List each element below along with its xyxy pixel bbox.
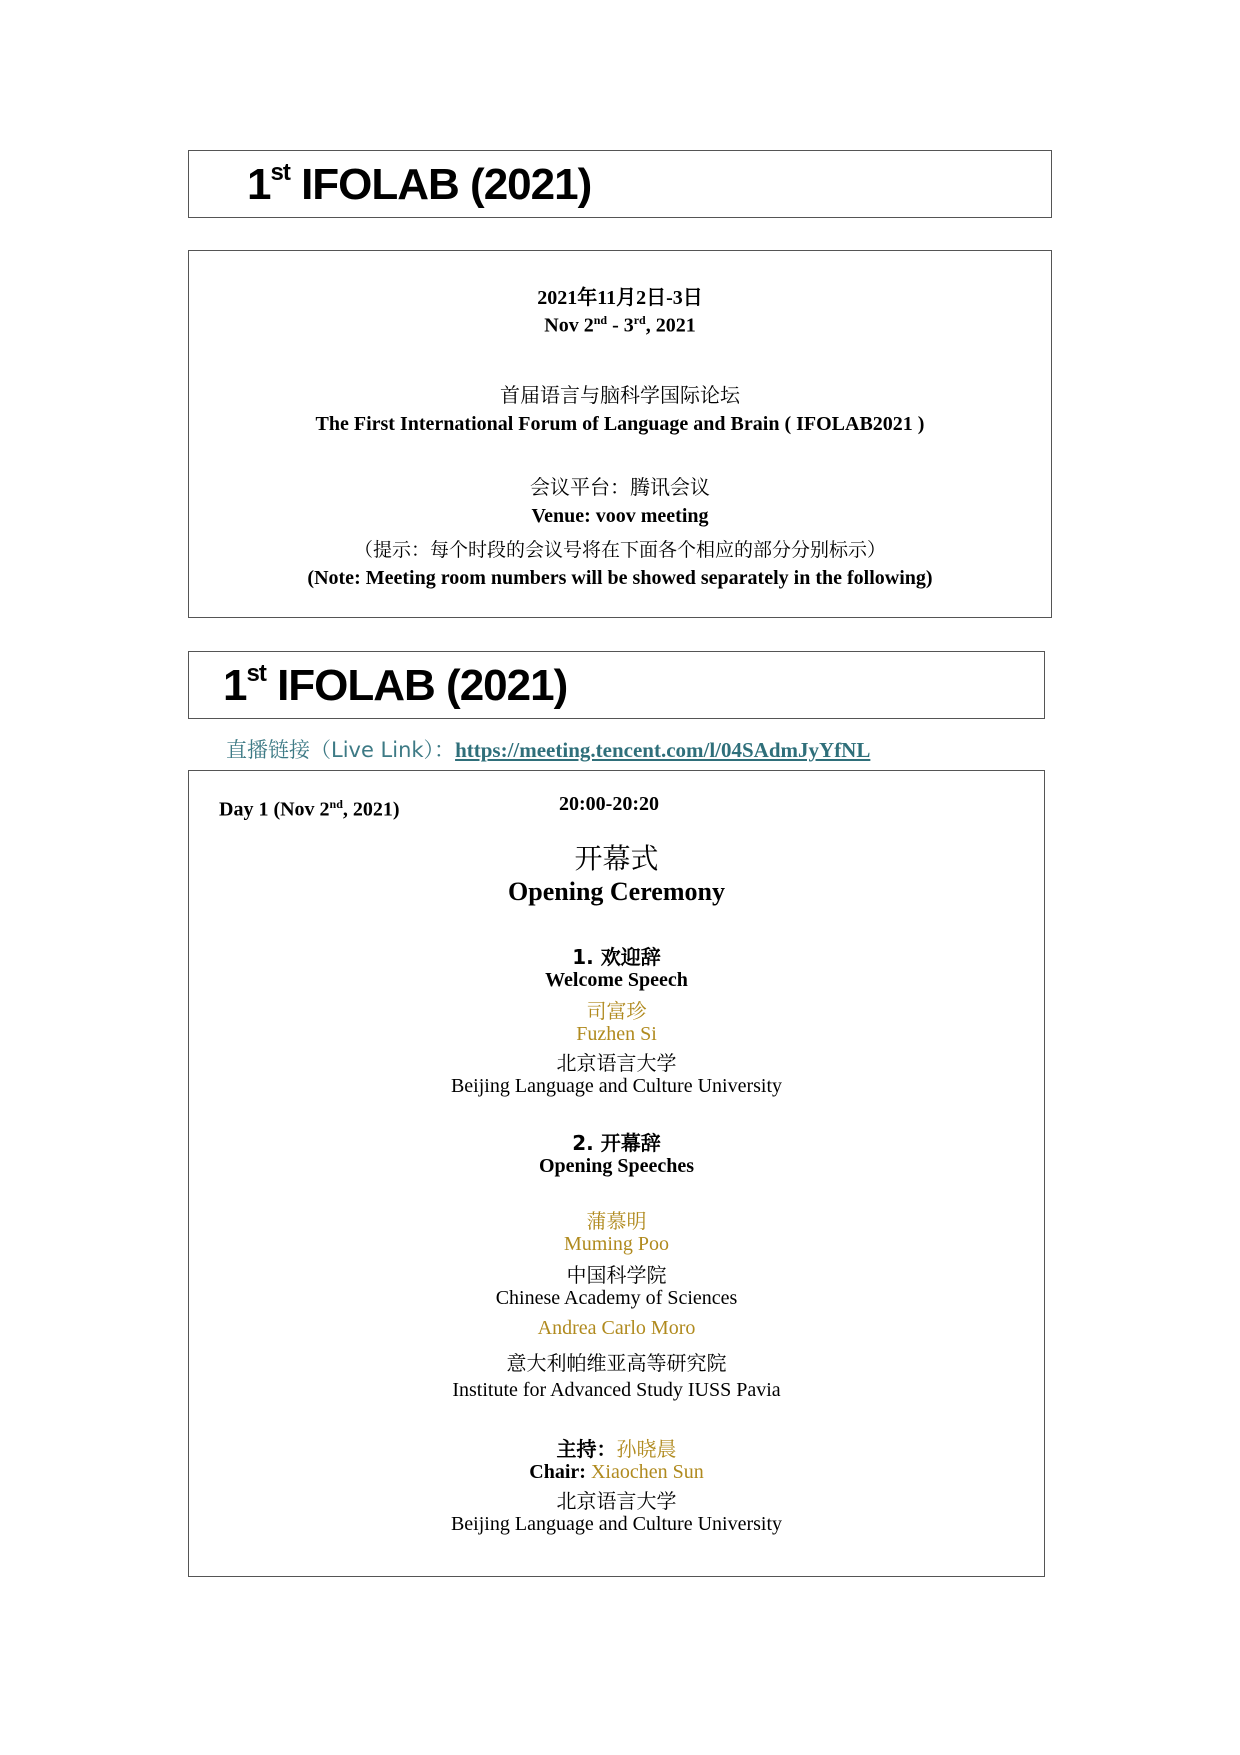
- speaker2-cn: 蒲慕明: [586, 1209, 647, 1233]
- chair-label-cn: 主持：: [556, 1437, 617, 1461]
- chair-name-en: Xiaochen Sun: [590, 1461, 704, 1483]
- chair-en: [189, 1461, 1044, 1484]
- date-en-mid: - 3: [607, 314, 634, 337]
- speaker1-en: Fuzhen Si: [576, 1023, 657, 1045]
- chair-name-cn: 孙晓晨: [616, 1437, 677, 1461]
- session-title-en: Opening Ceremony: [508, 877, 725, 906]
- header-box-top: [188, 150, 1052, 218]
- affil2-en: Chinese Academy of Sciences: [495, 1287, 738, 1309]
- title-ordinal-suffix-2: st: [246, 660, 266, 687]
- date-cn: 2021年11月2日-3日: [537, 287, 703, 309]
- date-en-suffix: , 2021: [645, 314, 696, 337]
- title-text: IFOLAB (2021): [301, 160, 592, 209]
- venue-en: Venue: voov meeting: [531, 505, 709, 527]
- item2-en: Opening Speeches: [538, 1155, 695, 1177]
- session-box: [188, 770, 1045, 1577]
- title-ordinal-2: 1: [223, 661, 247, 710]
- conference-title-2: [223, 660, 568, 710]
- live-link-label: 直播链接（Live Link）：: [226, 738, 456, 762]
- title-ordinal: 1: [247, 160, 271, 209]
- live-link-url[interactable]: https://meeting.tencent.com/l/04SAdmJyYfNL: [455, 738, 871, 762]
- forum-cn: 首届语言与脑科学国际论坛: [500, 383, 740, 407]
- date-en-sup2: rd: [633, 313, 646, 327]
- title-text-2: IFOLAB (2021): [277, 661, 568, 710]
- note-cn: （提示：每个时段的会议号将在下面各个相应的部分分别标示）: [353, 539, 886, 561]
- chair-label-en: Chair:: [529, 1461, 591, 1483]
- date-en-prefix: Nov 2: [544, 314, 594, 337]
- session-day-suffix: , 2021): [342, 798, 400, 821]
- chair-affil-cn: 北京语言大学: [556, 1489, 677, 1513]
- date-en: [189, 313, 1051, 338]
- chair-affil-en: Beijing Language and Culture University: [450, 1513, 783, 1535]
- affil3-cn: 意大利帕维亚高等研究院: [506, 1351, 727, 1375]
- speaker2-en: Muming Poo: [563, 1233, 670, 1255]
- session-title-cn: 开幕式: [574, 842, 659, 875]
- affil2-cn: 中国科学院: [566, 1263, 667, 1287]
- session-day-prefix: Day 1 (Nov 2: [219, 798, 330, 821]
- header-box-session: [188, 651, 1045, 719]
- conference-title: [247, 159, 592, 209]
- speaker3-en: Andrea Carlo Moro: [537, 1317, 696, 1339]
- session-time: 20:00-20:20: [559, 793, 659, 815]
- speaker1-cn: 司富珍: [586, 999, 647, 1023]
- affil1-en: Beijing Language and Culture University: [450, 1075, 783, 1097]
- date-en-sup1: nd: [593, 313, 608, 327]
- venue-cn: 会议平台：腾讯会议: [530, 475, 710, 499]
- note-en: (Note: Meeting room numbers will be showed separately in the following): [307, 567, 933, 589]
- title-ordinal-suffix: st: [270, 159, 290, 186]
- item2-cn: 2. 开幕辞: [572, 1131, 661, 1155]
- chair-cn: [189, 1433, 1044, 1462]
- info-box: [188, 250, 1052, 618]
- session-day: [219, 797, 400, 822]
- session-day-sup: nd: [329, 797, 343, 811]
- affil3-en: Institute for Advanced Study IUSS Pavia: [452, 1379, 781, 1401]
- item1-cn: 1. 欢迎辞: [572, 945, 661, 969]
- forum-en: The First International Forum of Language and Brain ( IFOLAB2021 ): [315, 413, 925, 435]
- item1-en: Welcome Speech: [545, 969, 688, 991]
- live-link-row: [226, 734, 870, 764]
- affil1-cn: 北京语言大学: [556, 1051, 677, 1075]
